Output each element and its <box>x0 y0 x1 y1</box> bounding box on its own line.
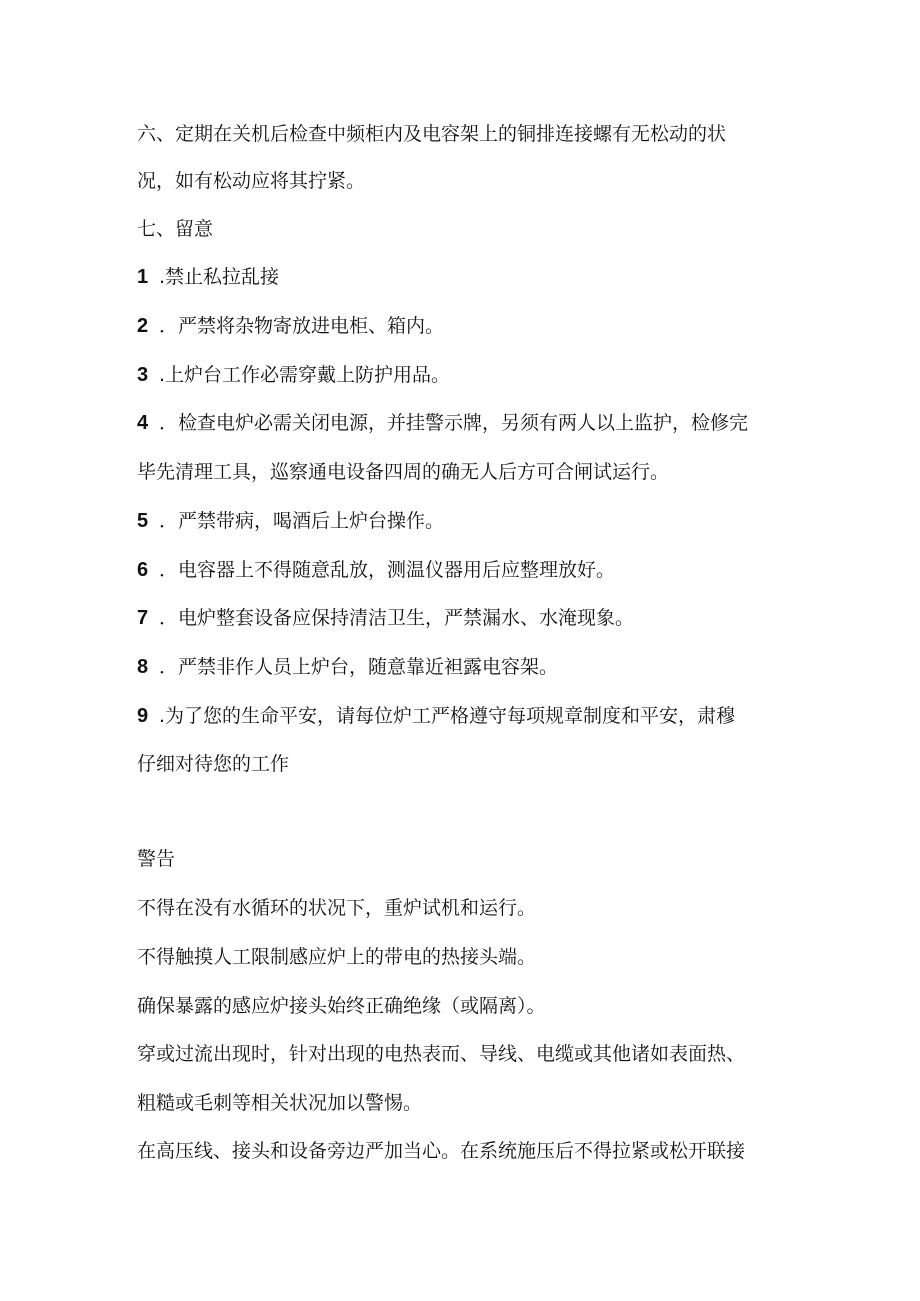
item-number: 8 <box>137 656 149 678</box>
list-item <box>137 410 797 436</box>
list-item <box>137 362 797 388</box>
item-text: ．严禁带病，喝酒后上炉台操作。 <box>159 510 445 532</box>
item-number: 3 <box>137 364 149 386</box>
item-number: 1 <box>137 266 149 288</box>
list-item <box>137 703 797 729</box>
item-text: ．严禁非作人员上炉台，随意靠近袒露电容架。 <box>159 656 559 678</box>
list-item <box>137 313 797 339</box>
item-text: .禁止私拉乱接 <box>159 266 280 288</box>
section7-heading: 七、留意 <box>137 218 214 240</box>
list-item <box>137 605 797 631</box>
item-number: 7 <box>137 607 149 629</box>
item-number: 6 <box>137 559 149 581</box>
list-item <box>137 508 797 534</box>
item-text: ．电容器上不得随意乱放，测温仪器用后应整理放好。 <box>159 559 616 581</box>
item-number: 9 <box>137 705 149 727</box>
warning-line: 粗糙或毛刺等相关状况加以警惕。 <box>137 1092 423 1114</box>
item-text: .为了您的生命平安，请每位炉工严格遵守每项规章制度和平安，肃穆 <box>159 705 736 727</box>
warning-line: 穿或过流出现时，针对出现的电热表而、导线、电缆或其他诸如表面热、 <box>137 1043 746 1065</box>
section6-line2: 况，如有松动应将其拧紧。 <box>137 170 366 192</box>
item-text: .上炉台工作必需穿戴上防护用品。 <box>159 364 451 386</box>
warning-line: 不得触摸人工限制感应炉上的带电的热接头端。 <box>137 946 537 968</box>
list-item <box>137 654 797 680</box>
item-text: ．电炉整套设备应保持清洁卫生，严禁漏水、水淹现象。 <box>159 607 635 629</box>
item-number: 4 <box>137 412 149 434</box>
section6-line1: 六、定期在关机后检查中频柜内及电容架上的铜排连接螺有无松动的状 <box>137 123 727 145</box>
list-item <box>137 264 797 290</box>
warning-line: 不得在没有水循环的状况下，重炉试机和运行。 <box>137 897 537 919</box>
item-number: 2 <box>137 315 149 337</box>
item-number: 5 <box>137 510 149 532</box>
warning-line: 在高压线、接头和设备旁边严加当心。在系统施压后不得拉紧或松开联接 <box>137 1140 746 1162</box>
list-item-continuation: 毕先清理工具，巡察通电设备四周的确无人后方可合闸试运行。 <box>137 461 670 483</box>
list-item-continuation: 仔细对待您的工作 <box>137 753 290 775</box>
warning-heading: 警告 <box>137 848 176 870</box>
list-item <box>137 557 797 583</box>
warning-line: 确保暴露的感应炉接头始终正确绝缘（或隔离）。 <box>137 995 546 1017</box>
item-text: ．检查电炉必需关闭电源，并挂警示牌，另须有两人以上监护，检修完 <box>159 412 749 434</box>
item-text: ．严禁将杂物寄放进电柜、箱内。 <box>159 315 445 337</box>
